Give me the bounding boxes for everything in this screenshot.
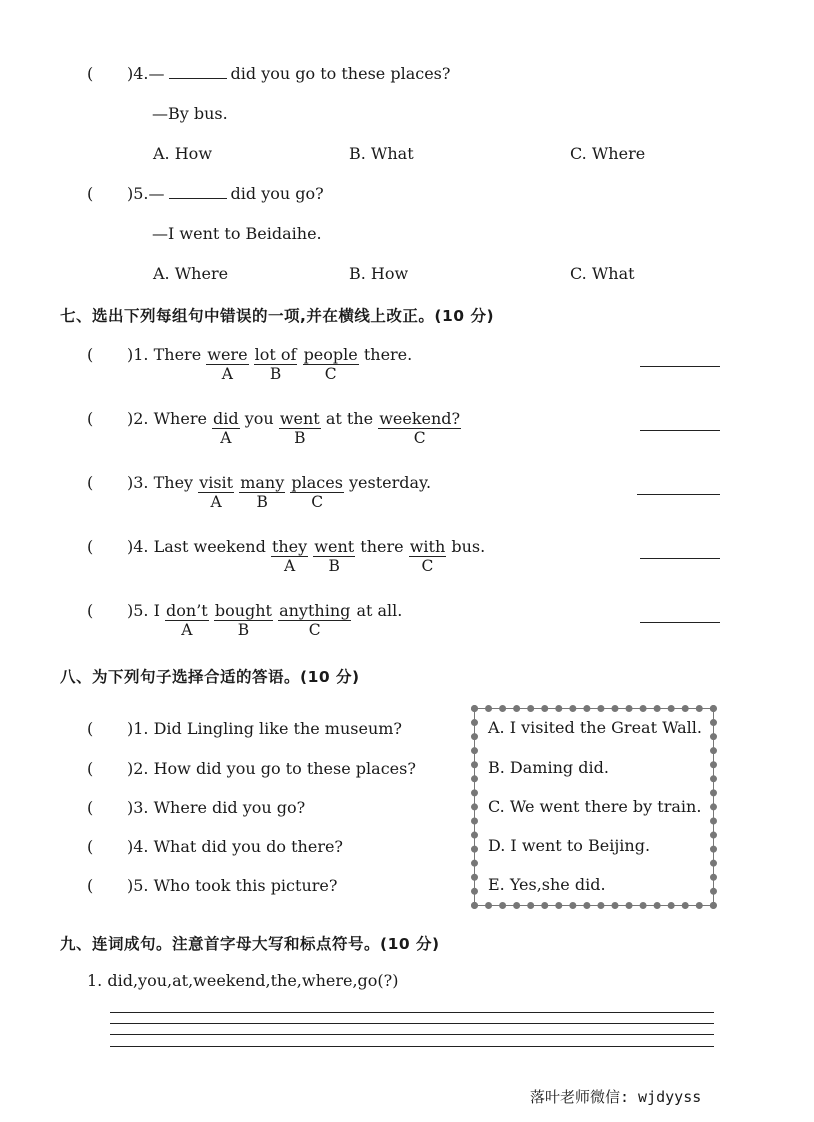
question-stem: did you go to these places? <box>230 64 451 83</box>
label-b: B <box>237 621 250 639</box>
answer-option-a: A. I visited the Great Wall. <box>488 718 702 737</box>
answer-paren[interactable]: ( <box>87 837 94 856</box>
answer-option-e: E. Yes,she did. <box>488 875 606 894</box>
option-a: were A <box>207 345 248 383</box>
question-text: )5. Who took this picture? <box>127 876 338 895</box>
answer-paren[interactable]: ( <box>87 64 94 83</box>
label-a: A <box>210 493 222 511</box>
option-b: many B <box>240 473 285 511</box>
option-a: A. How <box>153 144 213 163</box>
option-c: with C <box>409 537 446 575</box>
answer-paren[interactable]: ( <box>87 537 94 556</box>
label-c: C <box>308 621 321 639</box>
fill-blank[interactable] <box>169 64 227 79</box>
option-a: A. Where <box>153 264 229 283</box>
answer-paren[interactable]: ( <box>87 798 94 817</box>
option-a: they A <box>271 537 308 575</box>
option-b: lot of B <box>254 345 297 383</box>
option-b: B. What <box>349 144 414 163</box>
writing-line[interactable] <box>110 1012 714 1013</box>
label-a: A <box>283 557 296 575</box>
section-8-title: 八、为下列句子选择合适的答语。(10 分) <box>60 668 360 686</box>
answer-paren[interactable]: ( <box>87 719 94 738</box>
option-c: people C <box>303 345 358 383</box>
question-text: )3. Where did you go? <box>127 798 306 817</box>
question-number: )1. <box>127 345 149 364</box>
question-number: )3. <box>127 473 149 492</box>
reply-line: —By bus. <box>152 104 228 123</box>
section-9-title: 九、连词成句。注意首字母大写和标点符号。(10 分) <box>60 935 440 953</box>
writing-line[interactable] <box>110 1046 714 1047</box>
question-number: )5. <box>127 184 149 203</box>
option-c: weekend? C <box>379 409 461 447</box>
option-c: C. What <box>570 264 635 283</box>
option-c: C. Where <box>570 144 646 163</box>
option-c: anything C <box>279 601 351 639</box>
option-a: visit A <box>199 473 234 511</box>
answer-paren[interactable]: ( <box>87 184 94 203</box>
answer-paren[interactable]: ( <box>87 876 94 895</box>
answer-paren[interactable]: ( <box>87 409 94 428</box>
writing-line[interactable] <box>110 1034 714 1035</box>
correction-line[interactable] <box>640 622 720 623</box>
dash: — <box>148 64 165 83</box>
option-b: went B <box>314 537 355 575</box>
option-c: places C <box>291 473 343 511</box>
label-c: C <box>421 557 434 575</box>
correction-line[interactable] <box>640 558 720 559</box>
correction-line[interactable] <box>640 430 720 431</box>
answer-paren[interactable]: ( <box>87 473 94 492</box>
question-number: )4. <box>127 537 149 556</box>
option-a: don’t A <box>166 601 208 639</box>
reply-line: —I went to Beidaihe. <box>152 224 322 243</box>
question-number: )2. <box>127 409 149 428</box>
label-b: B <box>294 429 306 447</box>
option-a: did A <box>213 409 239 447</box>
label-a: A <box>220 429 232 447</box>
label-b: B <box>328 557 340 575</box>
label-c: C <box>324 365 337 383</box>
label-c: C <box>311 493 324 511</box>
correction-line[interactable] <box>640 366 720 367</box>
option-b: went B <box>279 409 320 447</box>
answer-paren[interactable]: ( <box>87 759 94 778</box>
answer-paren[interactable]: ( <box>87 601 94 620</box>
question-text: )2. How did you go to these places? <box>127 759 416 778</box>
fill-blank[interactable] <box>169 184 227 199</box>
label-b: B <box>269 365 282 383</box>
label-a: A <box>221 365 233 383</box>
question-stem: did you go? <box>230 184 324 203</box>
question-text: )4. What did you do there? <box>127 837 344 856</box>
writing-line[interactable] <box>110 1023 714 1024</box>
question-text: )1. Did Lingling like the museum? <box>127 719 403 738</box>
label-a: A <box>181 621 193 639</box>
answer-paren[interactable]: ( <box>87 345 94 364</box>
correction-line[interactable] <box>637 494 720 495</box>
option-b: B. How <box>349 264 409 283</box>
question-number: )4. <box>127 64 149 83</box>
footer-contact: 落叶老师微信: wjdyyss <box>530 1088 702 1106</box>
answer-option-c: C. We went there by train. <box>488 797 702 816</box>
section-7-title: 七、选出下列每组句中错误的一项,并在横线上改正。(10 分) <box>60 307 495 325</box>
answer-option-d: D. I went to Beijing. <box>488 836 651 855</box>
question-number: )5. <box>127 601 149 620</box>
answer-option-b: B. Daming did. <box>488 758 609 777</box>
label-b: B <box>256 493 268 511</box>
question-9-1: 1. did,you,at,weekend,the,where,go(?) <box>87 971 399 990</box>
label-c: C <box>413 429 426 447</box>
option-b: bought B <box>214 601 272 639</box>
dash: — <box>148 184 165 203</box>
